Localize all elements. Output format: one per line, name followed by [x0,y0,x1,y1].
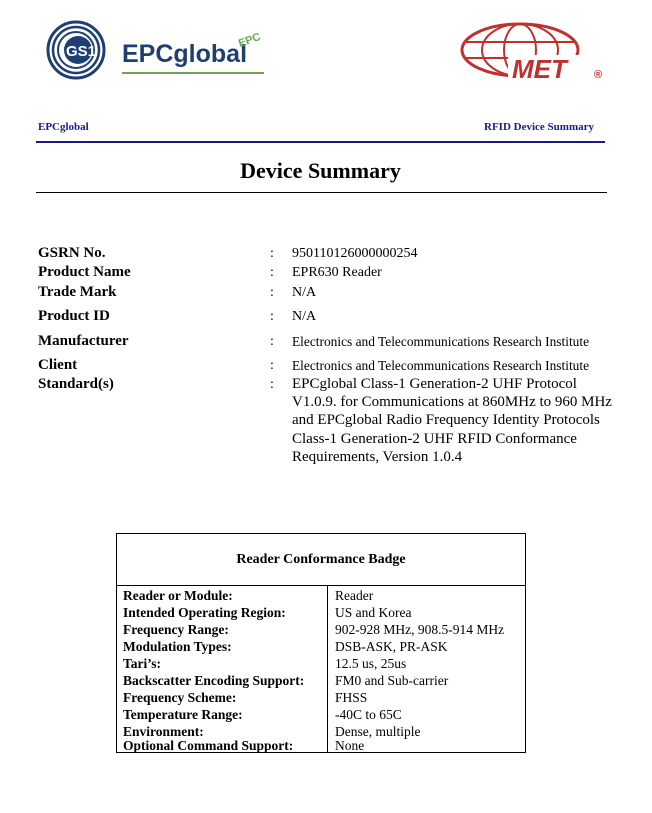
badge-value: FM0 and Sub-carrier [335,673,449,688]
badge-key: Frequency Scheme: [123,690,237,705]
gs1-mark-text: GS1 [66,43,97,60]
field-label-gsrn: GSRN No. [38,245,106,261]
badge-key: Optional Command Support: [123,738,294,753]
met-logo-text: MET [512,54,567,84]
header-left-text: EPCglobal [38,121,89,133]
badge-key: Temperature Range: [123,707,243,722]
table-row [117,604,525,621]
field-label-standards: Standard(s) [38,376,114,392]
badge-key: Reader or Module: [123,588,233,603]
field-separator: : [270,358,274,373]
badge-key: Environment: [123,724,204,739]
field-separator: : [270,246,274,261]
epcglobal-logo-text: EPCglobal [122,40,248,68]
registered-mark: ® [594,69,603,81]
page-title: Device Summary [240,158,401,183]
badge-value: -40C to 65C [335,707,402,722]
field-label-manufacturer: Manufacturer [38,333,129,349]
table-row [117,621,525,638]
field-label-trade-mark: Trade Mark [38,284,117,300]
badge-value: FHSS [335,690,368,705]
badge-key: Backscatter Encoding Support: [123,673,305,688]
badge-value: Dense, multiple [335,724,421,739]
badge-key: Modulation Types: [123,639,232,654]
badge-value: US and Korea [335,605,412,620]
field-label-product-id: Product ID [38,308,110,324]
conformance-badge-table [116,533,526,753]
title-rule [36,192,607,193]
field-separator: : [270,334,274,349]
field-value-product-name: EPR630 Reader [292,265,382,280]
badge-value: DSB-ASK, PR-ASK [335,639,448,654]
table-row [117,655,525,672]
table-row [117,672,525,689]
met-globe-graphic [458,20,608,86]
field-value-client: Electronics and Telecommunications Research Institute [292,358,590,373]
table-row [117,706,525,723]
badge-value: Reader [335,588,374,603]
gs1-epcglobal-logo [38,18,278,88]
epc-badge-text: EPC [236,30,263,50]
gs1-logo-graphic [38,18,278,88]
table-row [117,737,525,754]
field-label-client: Client [38,357,78,373]
badge-key: Frequency Range: [123,622,229,637]
field-separator: : [270,285,274,300]
field-separator: : [270,265,274,280]
badge-key: Intended Operating Region: [123,605,286,620]
field-value-trade-mark: N/A [292,285,317,300]
badge-title: Reader Conformance Badge [117,534,525,586]
badge-value: 902-928 MHz, 908.5-914 MHz [335,622,505,637]
badge-key: Tari’s: [123,656,162,671]
table-row [117,689,525,706]
field-separator: : [270,377,274,392]
header-right-text: RFID Device Summary [484,121,594,133]
field-value-standards: EPCglobal Class-1 Generation-2 UHF Protocol V1.0.9. for Communications at 860MHz to 960 MHz and EPCglobal Radio Frequency Identity Protocols Class-1 Generation-2 UHF RFID Conformance Requirements, Version 1.0.4 [292,376,612,465]
table-row [117,638,525,655]
header-rule [36,141,605,143]
badge-value: 12.5 us, 25us [335,656,407,671]
field-value-gsrn: 950110126000000254 [292,246,418,261]
field-value-product-id: N/A [292,309,317,324]
field-separator: : [270,309,274,324]
table-row [117,587,525,604]
met-logo [458,20,608,86]
badge-value: None [335,738,365,753]
field-value-manufacturer: Electronics and Telecommunications Research Institute [292,334,590,349]
field-label-product-name: Product Name [38,264,131,280]
